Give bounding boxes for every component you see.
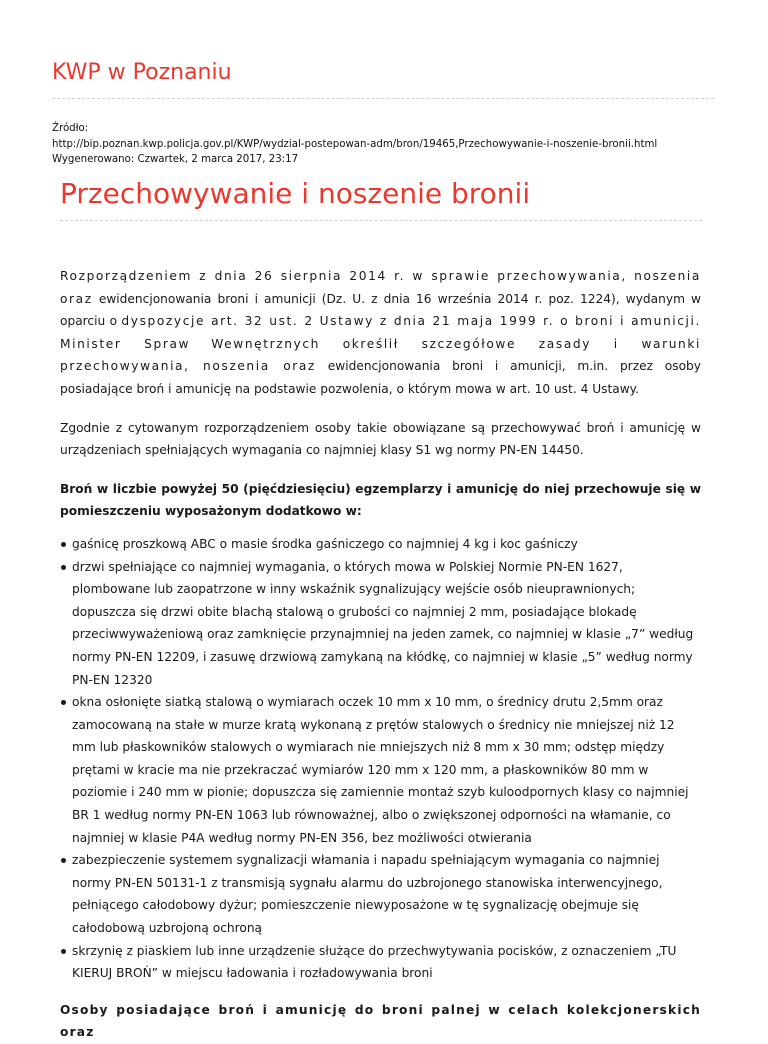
generated-date: Wygenerowano: Czwartek, 2 marca 2017, 23:17 bbox=[52, 154, 299, 165]
list-item: skrzynię z piaskiem lub inne urządzenie służące do przechwytywania pocisków, z oznaczeniem „TU KIERUJ BROŃ” w miejscu ładowania i rozładowywania broni bbox=[72, 940, 701, 985]
list-item: okna osłonięte siatką stalową o wymiarach oczek 10 mm x 10 mm, o średnicy drutu 2,5mm oraz zamocowaną na stałe w murze kratą wykonaną z prętów stalowych o średnicy nie mniejszej niż 12 mm lub płaskowników stalowych o wymiarach nie mniejszych niż 8 mm x 30 mm; odstęp między prętami w kracie ma nie przekraczać wymiarów 120 mm x 120 mm, a płaskowników 80 mm w poziomie i 240 mm w pionie; dopuszcza się zamiennie montaż szyb kuloodpornych klasy co najmniej BR 1 według normy PN-EN 1063 lub równoważnej, albo o zwiększonej odporności na włamanie, co najmniej w klasie P4A według normy PN-EN 356, bez możliwości otwierania bbox=[72, 691, 701, 849]
intro-line-2: ewidencjonowania broni i amunicji (Dz. U. z dnia 16 września 2014 r. poz. 1224), wydanym w oparciu o bbox=[60, 291, 701, 329]
requirements-list bbox=[60, 533, 701, 985]
list-item: gaśnicę proszkową ABC o masie środka gaśniczego co najmniej 4 kg i koc gaśniczy bbox=[72, 533, 701, 556]
header-divider bbox=[52, 98, 714, 99]
title-divider bbox=[60, 220, 702, 221]
storage-paragraph: Zgodnie z cytowanym rozporządzeniem osoby takie obowiązane są przechowywać broń i amunicję w urządzeniach spełniających wymagania co najmniej klasy S1 wg normy PN-EN 14450. bbox=[60, 420, 701, 458]
source-label: Źródło: bbox=[52, 123, 89, 134]
collectors-paragraph: Osoby posiadające broń i amunicję do broni palnej w celach kolekcjonerskich oraz bbox=[60, 1002, 701, 1040]
page-title: Przechowywanie i noszenie bronii bbox=[60, 177, 531, 210]
article-body bbox=[60, 265, 701, 1044]
intro-line-4: Wewnętrznych określił szczegółowe zasady i warunki przechowywania, noszenia oraz bbox=[60, 336, 702, 374]
site-title: KWP w Poznaniu bbox=[52, 60, 232, 85]
list-item: zabezpieczenie systemem sygnalizacji włamania i napadu spełniającym wymagania co najmniej normy PN-EN 50131-1 z transmisją sygnału alarmu do uzbrojonego stanowiska interwencyjnego, pełniącego całodobowy dyżur; pomieszczenie niewyposażone w tę sygnalizację obejmuje się całodobową uzbrojoną ochroną bbox=[72, 849, 701, 939]
intro-line-5: ewidencjonowania broni i amunicji, m.in. przez osoby posiadające broń i amunicję na podstawie pozwolenia, o którym mowa w art. 10 ust. 4 Ustawy. bbox=[60, 359, 701, 396]
source-meta bbox=[52, 121, 657, 168]
list-item: drzwi spełniające co najmniej wymagania, o których mowa w Polskiej Normie PN-EN 1627, plombowane lub zaopatrzone w inny wskaźnik sygnalizujący wejście osób nieuprawnionych; dopuszcza się drzwi obite blachą stalową o grubości co najmniej 2 mm, posiadające blokadę przeciwwyważeniową oraz zamknięcie przynajmniej na jeden zamek, co najmniej w klasie „7” według normy PN-EN 12209, i zasuwę drzwiową zamykaną na kłódkę, co najmniej w klasie „5” według normy PN-EN 12320 bbox=[72, 556, 701, 692]
intro-line-3: dyspozycje art. 32 ust. 2 Ustawy z dnia 21 maja 1999 r. o broni i amunicji. Minister Spraw bbox=[60, 314, 702, 351]
intro-line-1: Rozporządzeniem z dnia 26 sierpnia 2014 r. w sprawie przechowywania, noszenia oraz bbox=[60, 269, 701, 306]
requirements-heading: Broń w liczbie powyżej 50 (pięćdziesięciu) egzemplarzy i amunicję do niej przechowuje się w pomieszczeniu wyposażonym dodatkowo w: bbox=[60, 481, 701, 519]
source-url[interactable]: http://bip.poznan.kwp.policja.gov.pl/KWP/wydzial-postepowan-adm/bron/19465,Przechowywanie-i-noszenie-bronii.html bbox=[52, 138, 658, 150]
intro-paragraph bbox=[60, 265, 701, 401]
